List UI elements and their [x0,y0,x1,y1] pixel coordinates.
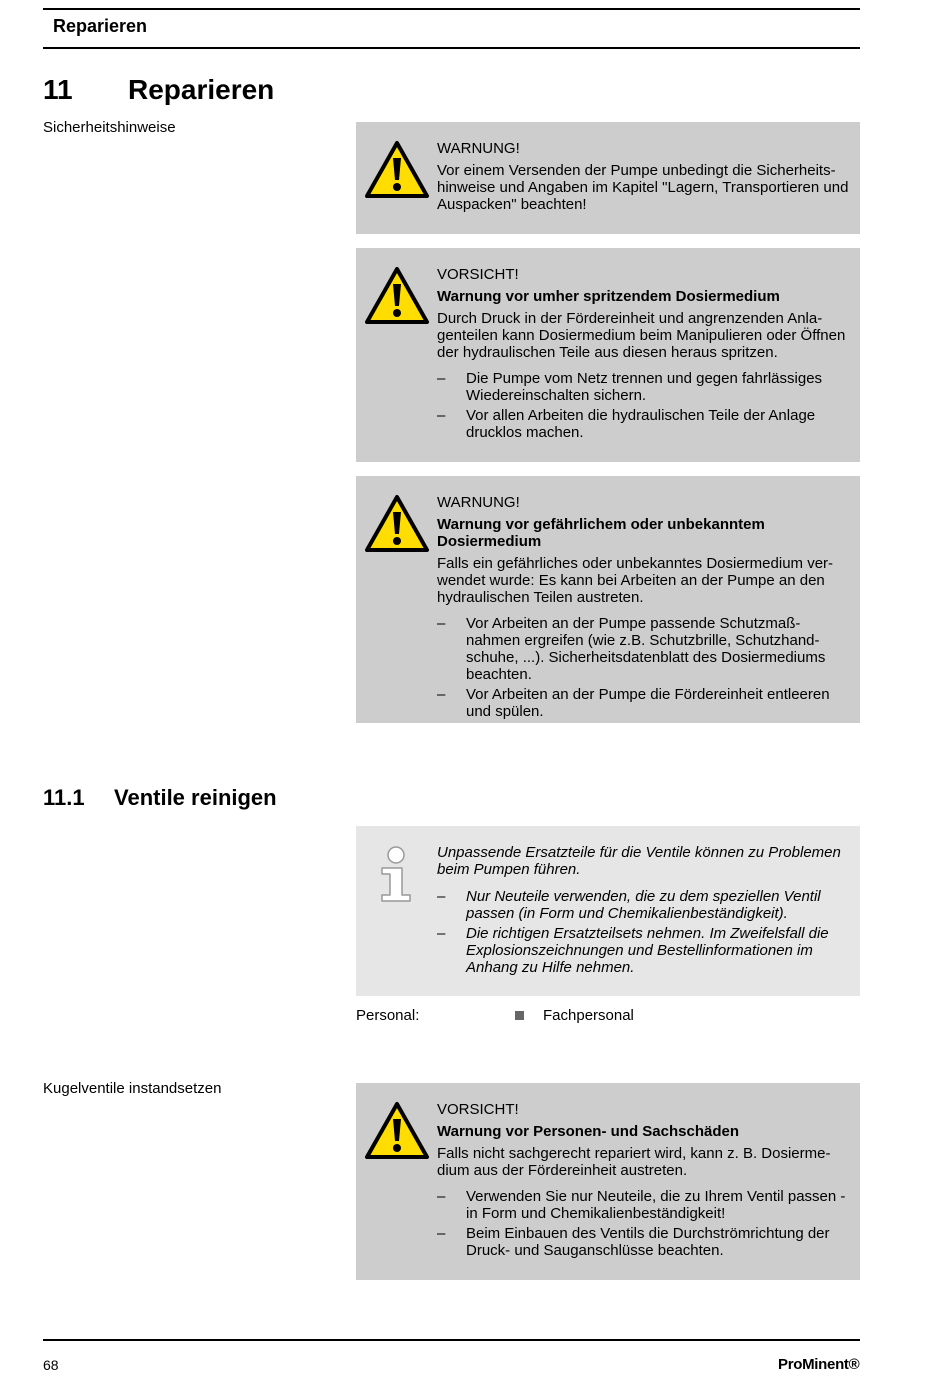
dash-marker: – [437,1188,446,1205]
list-item [437,925,852,976]
list-item [437,1225,852,1259]
warning-text: Falls nicht sachgerecht repariert wird, kann z. B. Dosierme-dium aus der Fördereinheit austreten. [437,1145,831,1179]
chapter-title: Reparieren [128,74,275,105]
dash-marker: – [437,1225,446,1242]
info-text: Unpassende Ersatzteile für die Ventile können zu Problemen beim Pumpen führen. [437,844,841,878]
personnel-label: Personal: [356,1007,420,1024]
dash-marker: – [437,615,446,632]
list-item-text: Vor Arbeiten an der Pumpe passende Schutzmaß-nahmen ergreifen (wie z.B. Schutzbrille, Schutzhand-schuhe, ...). Sicherheitsdatenblatt des Dosiermediums beachten. [466,615,826,683]
warning-triangle-icon [364,266,430,326]
list-item [437,686,852,720]
list-item [437,615,852,683]
header-title: Reparieren [53,16,148,36]
list-item-text: Vor allen Arbeiten die hydraulischen Teile der Anlage drucklos machen. [466,407,816,441]
page-number: 68 [43,1357,59,1373]
info-box [356,826,860,996]
header-bottom-rule [43,47,860,49]
dash-marker: – [437,370,446,387]
dash-marker: – [437,407,446,424]
side-label-safety: Sicherheitshinweise [43,119,176,136]
section-title: Ventile reinigen [114,785,277,810]
header-top-rule [43,8,860,10]
warning-box [356,122,860,234]
info-list [437,888,852,976]
signal-word: WARNUNG! [437,140,520,157]
measures-list [437,1188,852,1259]
list-item-text: Nur Neuteile verwenden, die zu dem speziellen Ventil passen (in Form und Chemikalienbeständigkeit). [466,888,821,922]
personnel-value: Fachpersonal [543,1007,634,1024]
footer-rule [43,1339,860,1341]
square-bullet-icon [515,1011,524,1020]
signal-word: VORSICHT! [437,266,519,283]
dash-marker: – [437,925,446,942]
hazard-title: Warnung vor gefährlichem oder unbekanntem Dosiermedium [437,516,765,550]
hazard-title: Warnung vor Personen- und Sachschäden [437,1123,739,1140]
list-item [437,407,852,441]
list-item [437,370,852,404]
warning-triangle-icon [364,140,430,200]
section-number: 11.1 [43,785,85,810]
list-item-text: Verwenden Sie nur Neuteile, die zu Ihrem Ventil passen - in Form und Chemikalienbeständigkeit! [466,1188,846,1222]
warning-triangle-icon [364,1101,430,1161]
signal-word: VORSICHT! [437,1101,519,1118]
measures-list [437,615,852,720]
dash-marker: – [437,888,446,905]
info-icon [364,844,430,904]
hazard-title: Warnung vor umher spritzendem Dosiermedium [437,288,780,305]
list-item-text: Die Pumpe vom Netz trennen und gegen fahrlässiges Wiedereinschalten sichern. [466,370,823,404]
measures-list [437,370,852,441]
list-item-text: Beim Einbauen des Ventils die Durchströmrichtung der Druck- und Sauganschlüsse beachten. [466,1225,830,1259]
caution-box [356,248,860,462]
warning-text: Vor einem Versenden der Pumpe unbedingt die Sicherheits-hinweise und Angaben im Kapitel "Lagern, Transportieren und Auspacken" beachten! [437,162,849,213]
list-item [437,1188,852,1222]
list-item [437,888,852,922]
warning-text: Durch Druck in der Fördereinheit und angrenzenden Anla-genteilen kann Dosiermedium beim Manipulieren oder Öffnen der hydraulischen Teile aus diesen heraus spritzen. [437,310,846,361]
caution-box [356,1083,860,1280]
list-item-text: Vor Arbeiten an der Pumpe die Fördereinheit entleeren und spülen. [466,686,830,720]
brand-logo: ProMinent® [778,1356,860,1373]
chapter-number: 11 [43,74,73,105]
list-item-text: Die richtigen Ersatzteilsets nehmen. Im Zweifelsfall die Explosionszeichnungen und Bestellinformationen im Anhang zu Hilfe nehmen. [466,925,829,976]
side-label-ball-valves: Kugelventile instandsetzen [43,1080,222,1097]
warning-triangle-icon [364,494,430,554]
signal-word: WARNUNG! [437,494,520,511]
dash-marker: – [437,686,446,703]
warning-text: Falls ein gefährliches oder unbekanntes Dosiermedium ver-wendet wurde: Es kann bei Arbeiten an der Pumpe an den hydraulischen Teilen austreten. [437,555,834,606]
warning-box [356,476,860,723]
